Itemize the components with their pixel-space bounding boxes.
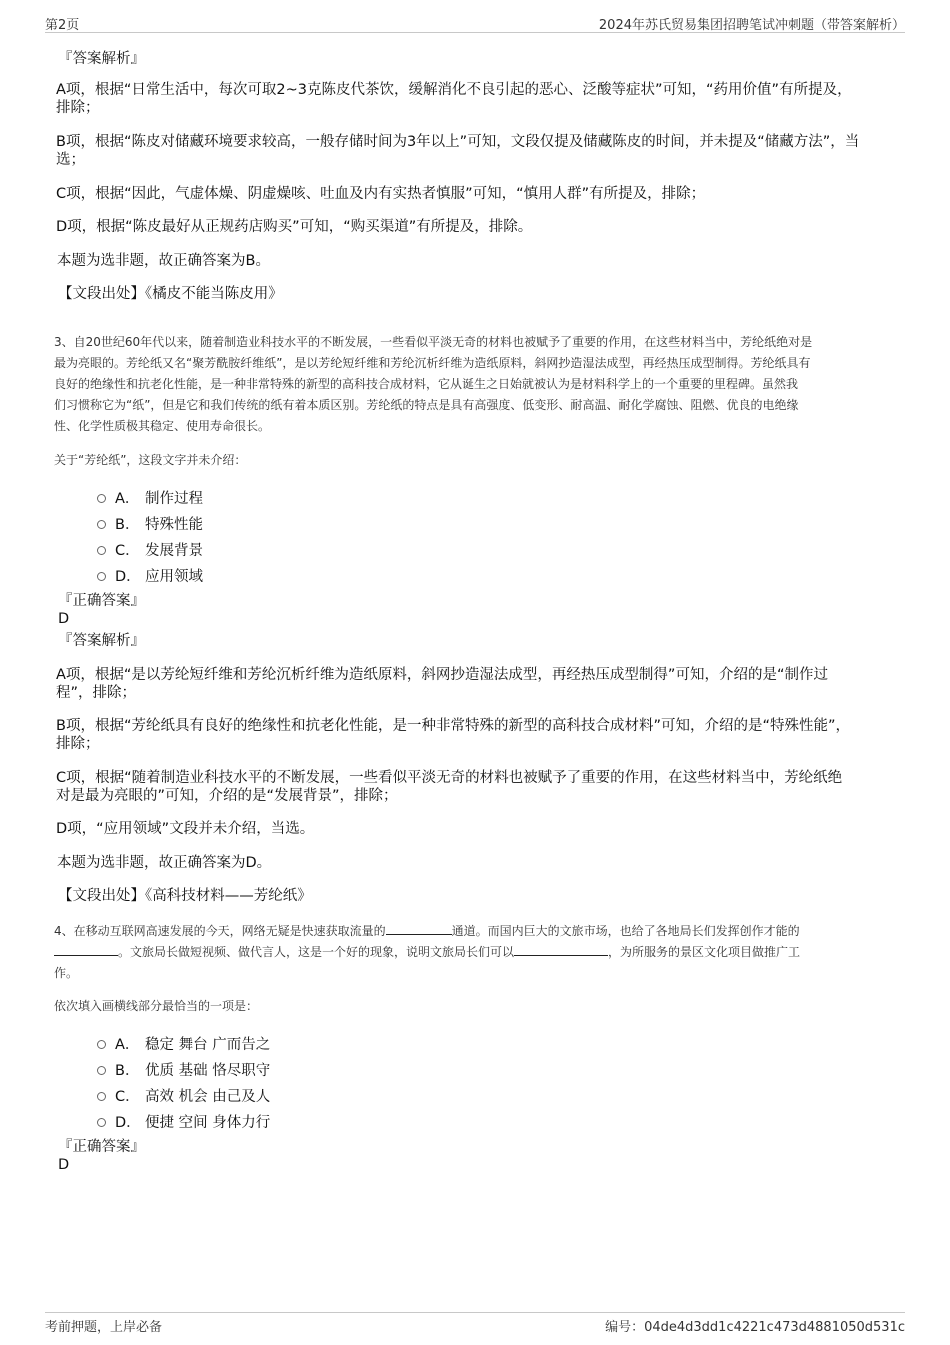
option-text: 制作过程 <box>145 491 203 507</box>
option-text: 发展背景 <box>145 543 203 559</box>
passage-line: 们习惯称它为“纸”，但是它和我们传统的纸有着本质区别。芳纶纸的特点是具有高强度、低变形、耐高温、耐化学腐蚀、阻燃、优良的电绝缘 <box>54 398 799 412</box>
correct-answer: D <box>58 611 70 627</box>
analysis-a-line1: A项，根据“日常生活中，每次可取2~3克陈皮代茶饮，缓解消化不良引起的恶心、泛酸等症状”可知，“药用价值”有所提及， <box>56 82 852 98</box>
document-title: 2024年苏氏贸易集团招聘笔试冲刺题（带答案解析） <box>598 18 905 33</box>
passage-text: 4、在移动互联网高速发展的今天，网络无疑是快速获取流量的 <box>54 924 386 938</box>
radio-button[interactable] <box>97 1040 106 1049</box>
footer-slogan: 考前押题，上岸必备 <box>45 1320 163 1335</box>
passage-line: 性、化学性质极其稳定、使用寿命很长。 <box>54 419 271 433</box>
option-text: 便捷 空间 身体力行 <box>145 1115 271 1131</box>
page-footer <box>45 1312 905 1335</box>
analysis-b-line1: B项，根据“芳纶纸具有良好的绝缘性和抗老化性能，是一种非常特殊的新型的高科技合成材料”可知，介绍的是“特殊性能”， <box>56 718 850 734</box>
analysis-c-line2: 对是最为亮眼的”可知，介绍的是“发展背景”，排除； <box>56 788 398 804</box>
passage-line: 3、自20世纪60年代以来，随着制造业科技水平的不断发展，一些看似平淡无奇的材料也被赋予了重要的作用，在这些材料当中，芳纶纸绝对是 <box>54 335 813 349</box>
passage-line: 良好的绝缘性和抗老化性能，是一种非常特殊的新型的高科技合成材料，它从诞生之日始就被认为是材料科学上的一个重要的里程碑。虽然我 <box>54 377 799 391</box>
radio-button[interactable] <box>97 1066 106 1075</box>
analysis-conclusion: 本题为选非题，故正确答案为B。 <box>57 253 270 269</box>
radio-button[interactable] <box>97 520 106 529</box>
option-letter: A． <box>115 491 140 507</box>
fill-blank-2 <box>54 943 118 956</box>
passage-line: 作。 <box>54 966 79 980</box>
option-letter: A． <box>115 1037 140 1053</box>
option-letter: B． <box>115 1063 140 1079</box>
correct-answer: D <box>58 1157 70 1173</box>
analysis-b-line2: 排除； <box>56 736 100 752</box>
analysis-b-line2: 选； <box>56 152 85 168</box>
analysis-c: C项，根据“因此，气虚体燥、阴虚燥咳、吐血及内有实热者慎服”可知，“慎用人群”有所提及，排除； <box>56 186 706 202</box>
analysis-d: D项，“应用领域”文段并未介绍，当选。 <box>56 821 315 837</box>
option-letter: D． <box>115 569 141 585</box>
passage-line <box>54 921 800 942</box>
question-prompt: 关于“芳纶纸”，这段文字并未介绍： <box>54 453 247 467</box>
correct-answer-label: 『正确答案』 <box>58 1139 145 1155</box>
analysis-a-line1: A项，根据“是以芳纶短纤维和芳纶沉析纤维为造纸原料，斜网抄造湿法成型，再经热压成型制得”可知，介绍的是“制作过 <box>56 667 828 683</box>
radio-button[interactable] <box>97 572 106 581</box>
radio-button[interactable] <box>97 1092 106 1101</box>
analysis-label: 『答案解析』 <box>58 633 145 649</box>
fill-blank-3 <box>514 943 608 956</box>
option-letter: D． <box>115 1115 141 1131</box>
analysis-c-line1: C项，根据“随着制造业科技水平的不断发展，一些看似平淡无奇的材料也被赋予了重要的作用，在这些材料当中，芳纶纸绝 <box>56 770 843 786</box>
radio-button[interactable] <box>97 546 106 555</box>
correct-answer-label: 『正确答案』 <box>58 593 145 609</box>
radio-button[interactable] <box>97 494 106 503</box>
passage-line: 最为亮眼的。芳纶纸又名“聚芳酰胺纤维纸”，是以芳纶短纤维和芳纶沉析纤维为造纸原料，斜网抄造湿法成型，再经热压成型制得。芳纶纸具有 <box>54 356 811 370</box>
source-citation: 【文段出处】《高科技材料——芳纶纸》 <box>58 888 312 904</box>
option-text: 稳定 舞台 广而告之 <box>145 1037 271 1053</box>
option-text: 特殊性能 <box>145 517 203 533</box>
radio-button[interactable] <box>97 1118 106 1127</box>
option-text: 优质 基础 恪尽职守 <box>145 1063 271 1079</box>
analysis-conclusion: 本题为选非题，故正确答案为D。 <box>57 855 272 871</box>
analysis-label: 『答案解析』 <box>58 51 145 67</box>
passage-line <box>54 942 800 963</box>
fill-blank-1 <box>386 922 452 935</box>
option-letter: C． <box>115 543 140 559</box>
option-letter: C． <box>115 1089 140 1105</box>
option-text: 应用领域 <box>145 569 203 585</box>
analysis-a-line2: 程”，排除； <box>56 685 137 701</box>
option-letter: B． <box>115 517 140 533</box>
passage-text: 。文旅局长做短视频、做代言人，这是一个好的现象，说明文旅局长们可以 <box>118 945 515 959</box>
page-number: 第2页 <box>45 18 80 33</box>
document-serial: 编号：04de4d3dd1c4221c473d4881050d531c <box>605 1320 905 1335</box>
page-header <box>45 12 905 33</box>
question-prompt: 依次填入画横线部分最恰当的一项是： <box>54 999 259 1013</box>
analysis-b-line1: B项，根据“陈皮对储藏环境要求较高，一般存储时间为3年以上”可知，文段仅提及储藏陈皮的时间，并未提及“储藏方法”，当 <box>56 134 860 150</box>
analysis-a-line2: 排除； <box>56 100 100 116</box>
passage-text: 通道。而国内巨大的文旅市场，也给了各地局长们发挥创作才能的 <box>451 924 800 938</box>
analysis-d: D项，根据“陈皮最好从正规药店购买”可知，“购买渠道”有所提及，排除。 <box>56 219 533 235</box>
passage-text: ，为所服务的景区文化项目做推广工 <box>608 945 801 959</box>
source-citation: 【文段出处】《橘皮不能当陈皮用》 <box>58 286 283 302</box>
option-text: 高效 机会 由己及人 <box>145 1089 271 1105</box>
